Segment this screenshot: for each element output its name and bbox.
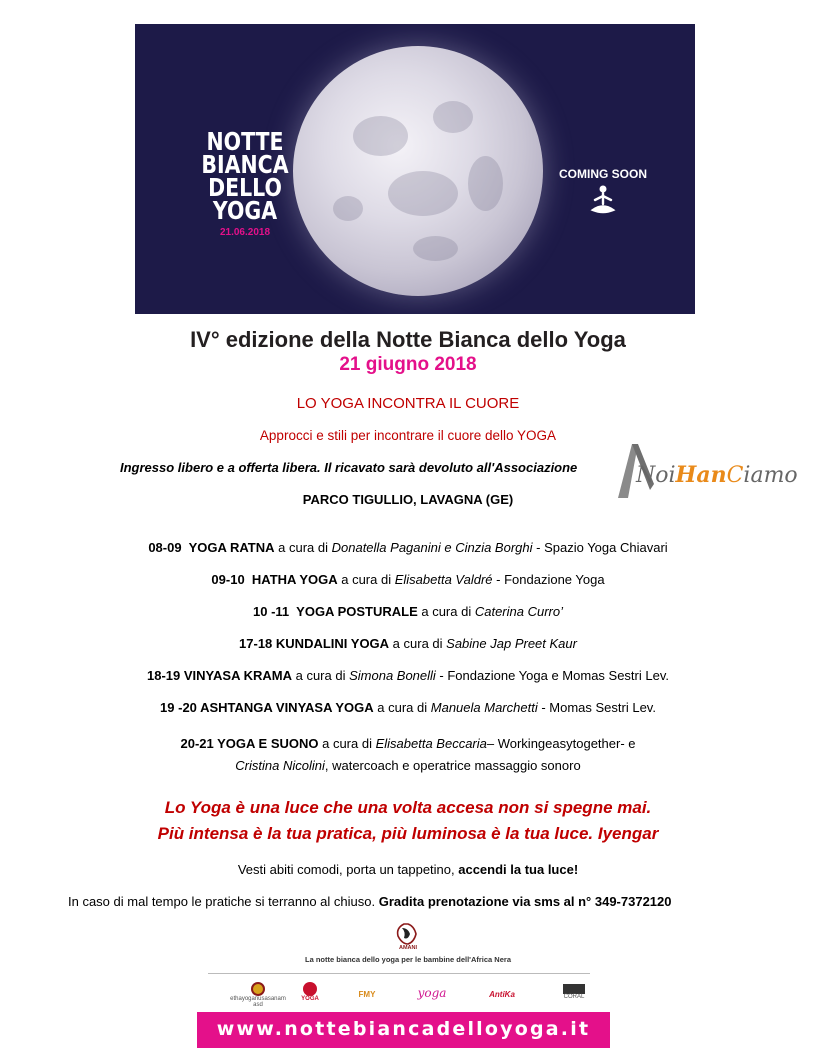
quote-line: Lo Yoga è una luce che una volta accesa non si spegne mai. — [164, 798, 652, 817]
coming-soon-label: COMING SOON — [558, 167, 647, 181]
moon-image — [293, 46, 543, 296]
sponsor-logo: AntiKa — [489, 990, 515, 999]
noihanciamo-logo: NoiHanCiamo — [612, 440, 772, 502]
website-link[interactable]: www.nottebiancadelloyoga.it — [216, 1018, 591, 1040]
event-date: 21 giugno 2018 — [339, 354, 477, 375]
event-location: PARCO TIGULLIO, LAVAGNA (GE) — [302, 492, 514, 507]
quote-line: Più intensa è la tua pratica, più luminosa è la tua luce. Iyengar — [157, 824, 659, 843]
schedule-item: 20-21 YOGA E SUONO a cura di Elisabetta Beccaria– Workingeasytogether- e — [180, 736, 636, 751]
schedule-item: 08-09 YOGA RATNA a cura di Donatella Paganini e Cinzia Borghi - Spazio Yoga Chiavari — [148, 540, 668, 555]
schedule-item: 10 -11 YOGA POSTURALE a cura di Caterina Curro’ — [253, 604, 563, 619]
banner-date: 21.06.2018 — [219, 227, 271, 238]
tagline: LO YOGA INCONTRA IL CUORE — [296, 395, 520, 412]
footer-divider — [208, 973, 590, 974]
schedule-item: 17-18 KUNDALINI YOGA a cura di Sabine Jap Preet Kaur — [239, 636, 577, 651]
schedule-item: 09-10 HATHA YOGA a cura di Elisabetta Valdré - Fondazione Yoga — [211, 572, 605, 587]
schedule-item: 19 -20 ASHTANGA VINYASA YOGA a cura di Manuela Marchetti - Momas Sestri Lev. — [160, 700, 656, 715]
event-banner — [135, 24, 695, 314]
sponsor-logo: yoga — [417, 986, 447, 1000]
meditation-icon — [590, 184, 616, 218]
website-banner[interactable] — [197, 1012, 610, 1048]
banner-title: NOTTE BIANCA DELLO YOGA — [201, 127, 289, 225]
edition-title: IV° edizione della Notte Bianca dello Yoga — [190, 327, 626, 352]
sponsor-logo: YOGA — [295, 982, 325, 1008]
sponsor-logo: ethayoganusasanam asd — [228, 982, 288, 1008]
amani-logo: AMANI — [386, 922, 430, 954]
sponsor-logo: FMY — [358, 990, 376, 999]
rain-note: In caso di mal tempo le pratiche si terranno al chiuso. Gradita prenotazione via sms al n° 349-7372120 — [68, 894, 672, 909]
entry-info: Ingresso libero e a offerta libera. Il ricavato sarà devoluto all'Associazione — [120, 460, 578, 475]
schedule-item: 18-19 VINYASA KRAMA a cura di Simona Bonelli - Fondazione Yoga e Momas Sestri Lev. — [147, 668, 669, 683]
dress-note: Vesti abiti comodi, porta un tappetino, accendi la tua luce! — [237, 862, 579, 877]
subtitle: Approcci e stili per incontrare il cuore dello YOGA — [259, 428, 557, 443]
footer-tagline: La notte bianca dello yoga per le bambine dell'Africa Nera — [304, 955, 511, 964]
sponsor-logo: CORAL — [556, 982, 592, 1008]
schedule-item-continued: Cristina Nicolini, watercoach e operatrice massaggio sonoro — [235, 758, 581, 773]
